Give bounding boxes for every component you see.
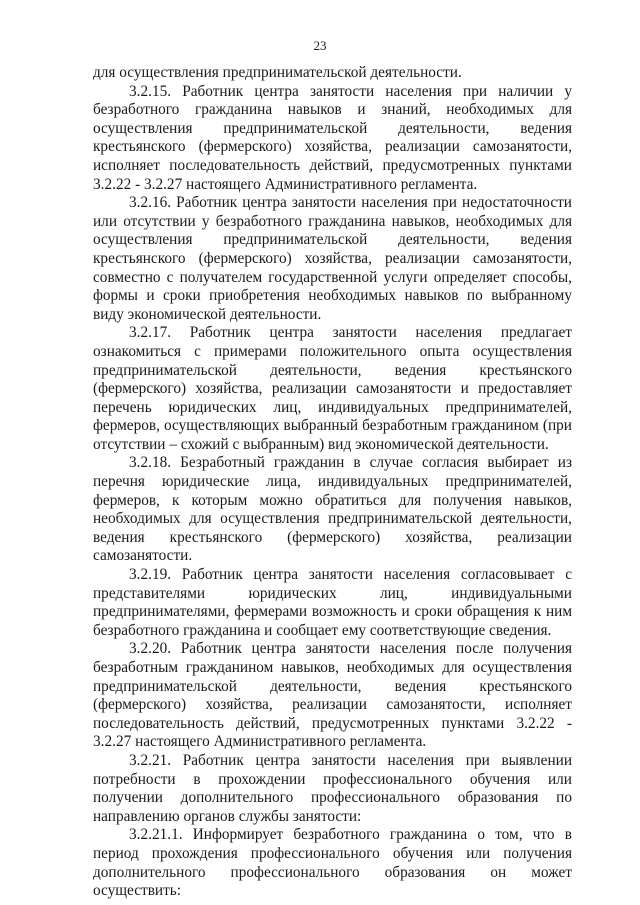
paragraph-3-2-16: 3.2.16. Работник центра занятости населения при недостаточности или отсутствии у безработного гражданина навыков, необходимых для осуществления предпринимательской деятельности, ведения крестьянского (фермерского) хозяйства, реализации самозанятости, совместно с получателем государственной услуги определяет способы, формы и сроки приобретения необходимых навыков по выбранному виду экономической деятельности.: [93, 194, 572, 323]
paragraph-3-2-20: 3.2.20. Работник центра занятости населения после получения безработным гражданином навыков, необходимых для осуществления предпринимательской деятельности, ведения крестьянского (фермерского) хозяйства, реализации самозанятости, исполняет последовательность действий, предусмотренных пунктами 3.2.22 - 3.2.27 настоящего Административного регламента.: [93, 640, 572, 751]
paragraph-3-2-21: 3.2.21. Работник центра занятости населения при выявлении потребности в прохождении профессионального обучения или получении дополнительного профессионального образования по направлению органов службы занятости:: [93, 751, 572, 825]
paragraph-3-2-21-1: 3.2.21.1. Информирует безработного гражданина о том, что в период прохождения профессионального обучения или получения дополнительного профессионального образования он может осуществить:: [93, 826, 572, 900]
paragraph-3-2-19: 3.2.19. Работник центра занятости населения согласовывает с представителями юридических лиц, индивидуальными предпринимателями, фермерами возможность и сроки обращения к ним безработного гражданина и сообщает ему соответствующие сведения.: [93, 566, 572, 639]
document-body: [93, 64, 572, 901]
paragraph-continuation: для осуществления предпринимательской деятельности.: [93, 64, 462, 81]
page-number: 23: [313, 38, 327, 53]
paragraph-3-2-15: 3.2.15. Работник центра занятости населения при наличии у безработного гражданина навыков и знаний, необходимых для осуществления предпринимательской деятельности, ведения крестьянского (фермерского) хозяйства, реализации самозанятости, исполняет последовательность действий, предусмотренных пунктами 3.2.22 - 3.2.27 настоящего Административного регламента.: [93, 82, 572, 193]
paragraph-3-2-18: 3.2.18. Безработный гражданин в случае согласия выбирает из перечня юридические лица, индивидуальных предпринимателей, фермеров, к которым можно обратиться для получения навыков, необходимых для осуществления предпринимательской деятельности, ведения крестьянского (фермерского) хозяйства, реализации самозанятости.: [93, 454, 572, 565]
paragraph-3-2-17: 3.2.17. Работник центра занятости населения предлагает ознакомиться с примерами положительного опыта осуществления предпринимательской деятельности, ведения крестьянского (фермерского) хозяйства, реализации самозанятости и предоставляет перечень юридических лиц, индивидуальных предпринимателей, фермеров, осуществляющих выбранный безработным гражданином (при отсутствии – схожий с выбранным) вид экономической деятельности.: [93, 324, 572, 453]
